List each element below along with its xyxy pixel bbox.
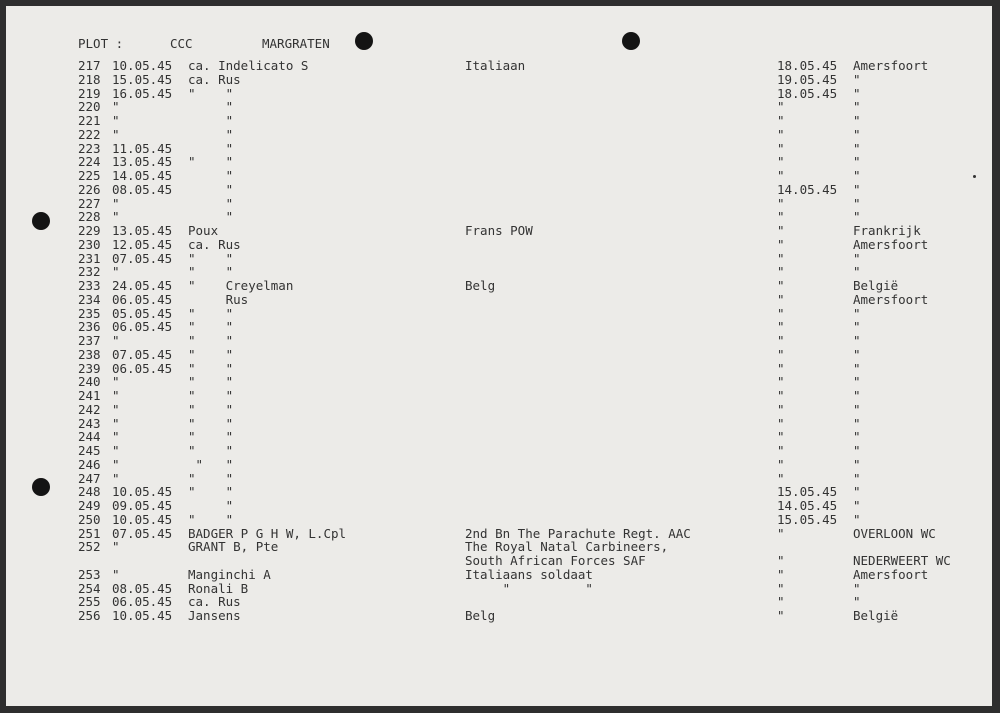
entry-destination: ": [853, 305, 861, 321]
entry-date-transfer: ": [777, 264, 785, 280]
entry-date-transfer: 19.05.45: [777, 71, 838, 87]
entry-unit: " ": [465, 580, 593, 596]
entry-number: 231: [78, 250, 101, 266]
entry-date-transfer: 14.05.45: [777, 498, 838, 513]
entry-number: 254: [78, 580, 101, 596]
entry-date-transfer: ": [777, 168, 785, 183]
entry-name: ca. Rus: [188, 236, 241, 252]
entry-date: ": [112, 443, 120, 458]
entry-date-transfer: 15.05.45: [777, 511, 838, 527]
entry-number: 226: [78, 181, 101, 197]
entry-date: 07.05.45: [112, 525, 173, 541]
entry-destination: ": [853, 511, 861, 527]
entry-date: ": [112, 456, 120, 472]
entry-date-transfer: ": [777, 374, 785, 390]
entry-date-transfer: ": [777, 566, 785, 582]
entry-number: 249: [78, 498, 101, 513]
punch-hole-top-right: [622, 32, 640, 50]
entry-destination: ": [853, 388, 861, 403]
entry-destination: ": [853, 154, 861, 170]
entry-name: BADGER P G H W, L.Cpl: [188, 525, 347, 541]
entry-number: 217: [78, 58, 101, 73]
entry-date-transfer: ": [777, 415, 785, 431]
entry-number: 224: [78, 154, 101, 170]
entry-date: ": [112, 209, 120, 225]
entry-number: 219: [78, 85, 101, 101]
entry-destination: ": [853, 126, 861, 142]
entry-number: 247: [78, 470, 101, 486]
entry-destination: ": [853, 360, 861, 376]
entry-unit: Frans POW: [465, 223, 533, 238]
entry-name: " ": [188, 154, 234, 170]
entry-name: " ": [188, 511, 234, 527]
entry-name: " ": [188, 484, 234, 500]
entry-name: ": [188, 181, 234, 197]
entry-name: " ": [188, 388, 234, 403]
entry-date: 07.05.45: [112, 250, 173, 266]
entry-name: ": [188, 209, 234, 225]
entry-unit: Belg: [465, 608, 496, 623]
entry-date-transfer: ": [777, 525, 785, 541]
entry-number: 239: [78, 360, 101, 376]
entry-number: 250: [78, 511, 101, 527]
entry-name: ca. Indelicato S: [188, 58, 309, 73]
entry-date: ": [112, 470, 120, 486]
entry-destination: NEDERWEERT WC: [853, 553, 951, 568]
entry-date: 10.05.45: [112, 511, 173, 527]
entry-date-transfer: ": [777, 305, 785, 321]
entry-date: 08.05.45: [112, 181, 173, 197]
entry-destination: ": [853, 140, 861, 156]
entry-destination: ": [853, 209, 861, 225]
entry-name: " ": [188, 346, 234, 362]
entry-number: 242: [78, 401, 101, 417]
entry-destination: ": [853, 319, 861, 335]
entry-number: 243: [78, 415, 101, 431]
entry-destination: Amersfoort: [853, 236, 929, 252]
entry-date: ": [112, 566, 120, 582]
entry-number: 236: [78, 319, 101, 335]
entry-unit: 2nd Bn The Parachute Regt. AAC: [465, 525, 691, 541]
entry-name: " ": [188, 319, 234, 335]
entry-number: 234: [78, 291, 101, 307]
entry-date-transfer: ": [777, 456, 785, 472]
entry-destination: ": [853, 333, 861, 348]
entry-name: " ": [188, 415, 234, 431]
entry-date: ": [112, 264, 120, 280]
entry-destination: ": [853, 580, 861, 596]
entry-date-transfer: ": [777, 360, 785, 376]
entry-date: 12.05.45: [112, 236, 173, 252]
entry-unit: Italiaan: [465, 58, 526, 73]
entry-date: 11.05.45: [112, 140, 173, 156]
entry-unit: South African Forces SAF: [465, 553, 646, 568]
entry-date: 07.05.45: [112, 346, 173, 362]
entry-destination: ": [853, 113, 861, 128]
entry-date-transfer: ": [777, 291, 785, 307]
entry-number: 230: [78, 236, 101, 252]
entry-number: 221: [78, 113, 101, 128]
entry-unit: The Royal Natal Carbineers,: [465, 539, 669, 555]
entry-date-transfer: 18.05.45: [777, 58, 838, 73]
entry-number: 245: [78, 443, 101, 458]
entry-date-transfer: ": [777, 113, 785, 128]
entry-date-transfer: ": [777, 126, 785, 142]
entry-name: Poux: [188, 223, 219, 238]
entry-date: 05.05.45: [112, 305, 173, 321]
entry-number: 252: [78, 539, 101, 555]
entry-destination: Amersfoort: [853, 58, 929, 73]
entry-date: 06.05.45: [112, 594, 173, 610]
entry-date-transfer: ": [777, 99, 785, 115]
entry-name: ca. Rus: [188, 71, 241, 87]
entry-date: ": [112, 113, 120, 128]
header-code: CCC: [170, 36, 193, 51]
entry-number: 225: [78, 168, 101, 183]
entry-number: 220: [78, 99, 101, 115]
entry-name: " ": [188, 360, 234, 376]
entry-date-transfer: ": [777, 388, 785, 403]
entry-date-transfer: 18.05.45: [777, 85, 838, 101]
entry-name: ": [188, 195, 234, 211]
entry-destination: ": [853, 429, 861, 445]
entry-name: ": [188, 140, 234, 156]
entry-number: 246: [78, 456, 101, 472]
entry-date: 09.05.45: [112, 498, 173, 513]
entry-date: 10.05.45: [112, 484, 173, 500]
entry-destination: ": [853, 484, 861, 500]
entry-date-transfer: ": [777, 333, 785, 348]
entry-date: 14.05.45: [112, 168, 173, 183]
entry-date: ": [112, 539, 120, 555]
entry-destination: OVERLOON WC: [853, 525, 936, 541]
entry-date-transfer: ": [777, 319, 785, 335]
entry-date: ": [112, 333, 120, 348]
entry-destination: ": [853, 195, 861, 211]
entry-date-transfer: ": [777, 608, 785, 623]
entry-number: 244: [78, 429, 101, 445]
entry-name: Manginchi A: [188, 566, 271, 582]
entry-name: " ": [188, 333, 234, 348]
entry-number: 227: [78, 195, 101, 211]
entry-destination: Amersfoort: [853, 291, 929, 307]
punch-hole-left-upper: [32, 212, 50, 230]
entry-name: ": [188, 99, 234, 115]
entry-name: " ": [188, 456, 234, 472]
entry-date-transfer: ": [777, 278, 785, 293]
entry-destination: ": [853, 401, 861, 417]
entry-number: 251: [78, 525, 101, 541]
entry-date: ": [112, 195, 120, 211]
entry-destination: ": [853, 181, 861, 197]
entry-name: ": [188, 126, 234, 142]
entry-destination: ": [853, 346, 861, 362]
entry-number: 223: [78, 140, 101, 156]
entry-number: 237: [78, 333, 101, 348]
entry-date: ": [112, 429, 120, 445]
entry-date: 24.05.45: [112, 278, 173, 293]
entry-name: Rus: [188, 291, 249, 307]
entry-date: 10.05.45: [112, 608, 173, 623]
entry-name: " ": [188, 470, 234, 486]
entry-name: Jansens: [188, 608, 241, 623]
entry-date-transfer: ": [777, 223, 785, 238]
entry-date-transfer: ": [777, 594, 785, 610]
entry-date: ": [112, 388, 120, 403]
entry-date: 10.05.45: [112, 58, 173, 73]
entry-name: ": [188, 498, 234, 513]
entry-name: " ": [188, 374, 234, 390]
entry-date-transfer: 14.05.45: [777, 181, 838, 197]
entry-number: 228: [78, 209, 101, 225]
entry-number: 229: [78, 223, 101, 238]
entry-name: " Creyelman: [188, 278, 294, 293]
entry-destination: ": [853, 594, 861, 610]
entry-number: 235: [78, 305, 101, 321]
entry-destination: België: [853, 608, 899, 623]
entry-date: 16.05.45: [112, 85, 173, 101]
entry-name: " ": [188, 85, 234, 101]
entry-destination: ": [853, 498, 861, 513]
entry-date: 15.05.45: [112, 71, 173, 87]
entry-date: 06.05.45: [112, 291, 173, 307]
entry-date: 13.05.45: [112, 154, 173, 170]
entry-name: ca. Rus: [188, 594, 241, 610]
entry-destination: ": [853, 71, 861, 87]
entry-date-transfer: ": [777, 580, 785, 596]
entry-unit: Italiaans soldaat: [465, 566, 593, 582]
entry-number: 256: [78, 608, 101, 623]
entry-date-transfer: ": [777, 154, 785, 170]
entry-date-transfer: ": [777, 553, 785, 568]
entry-date: 08.05.45: [112, 580, 173, 596]
entry-number: 218: [78, 71, 101, 87]
entry-number: 233: [78, 278, 101, 293]
entry-name: " ": [188, 401, 234, 417]
entry-date: 06.05.45: [112, 319, 173, 335]
entry-date-transfer: ": [777, 140, 785, 156]
entry-number: 240: [78, 374, 101, 390]
entry-number: 238: [78, 346, 101, 362]
entry-destination: ": [853, 264, 861, 280]
entry-number: 232: [78, 264, 101, 280]
entry-number: 253: [78, 566, 101, 582]
entry-date-transfer: ": [777, 443, 785, 458]
entry-unit: Belg: [465, 278, 496, 293]
entry-name: " ": [188, 443, 234, 458]
entry-date-transfer: 15.05.45: [777, 484, 838, 500]
entry-date: ": [112, 415, 120, 431]
entry-date-transfer: ": [777, 429, 785, 445]
entry-name: " ": [188, 250, 234, 266]
entry-date: 06.05.45: [112, 360, 173, 376]
entry-name: " ": [188, 305, 234, 321]
entry-destination: België: [853, 278, 899, 293]
entry-date: ": [112, 374, 120, 390]
punch-hole-left-lower: [32, 478, 50, 496]
entry-date-transfer: ": [777, 250, 785, 266]
entry-destination: ": [853, 99, 861, 115]
entry-date-transfer: ": [777, 401, 785, 417]
entry-number: 248: [78, 484, 101, 500]
entry-destination: ": [853, 470, 861, 486]
entry-destination: ": [853, 85, 861, 101]
entry-number: 222: [78, 126, 101, 142]
entry-date: ": [112, 99, 120, 115]
entry-date: 13.05.45: [112, 223, 173, 238]
entry-destination: ": [853, 374, 861, 390]
header-place: MARGRATEN: [262, 36, 330, 51]
entry-name: Ronali B: [188, 580, 249, 596]
entry-destination: ": [853, 250, 861, 266]
header-plot-label: PLOT :: [78, 36, 124, 51]
entry-destination: ": [853, 168, 861, 183]
entry-name: " ": [188, 429, 234, 445]
entry-name: ": [188, 168, 234, 183]
entry-destination: Frankrijk: [853, 223, 921, 238]
entry-name: " ": [188, 264, 234, 280]
entry-destination: ": [853, 456, 861, 472]
entry-date-transfer: ": [777, 346, 785, 362]
punch-hole-top-left: [355, 32, 373, 50]
entry-date: ": [112, 401, 120, 417]
entry-destination: ": [853, 415, 861, 431]
entry-date-transfer: ": [777, 195, 785, 211]
entry-number: 241: [78, 388, 101, 403]
entry-destination: ": [853, 443, 861, 458]
entry-destination: Amersfoort: [853, 566, 929, 582]
entry-date-transfer: ": [777, 209, 785, 225]
document-sheet: [6, 6, 992, 706]
entry-date: ": [112, 126, 120, 142]
entry-name: ": [188, 113, 234, 128]
entry-date-transfer: ": [777, 236, 785, 252]
entry-date-transfer: ": [777, 470, 785, 486]
entry-name: GRANT B, Pte: [188, 539, 279, 555]
paper-speck: [973, 175, 976, 178]
entry-number: 255: [78, 594, 101, 610]
